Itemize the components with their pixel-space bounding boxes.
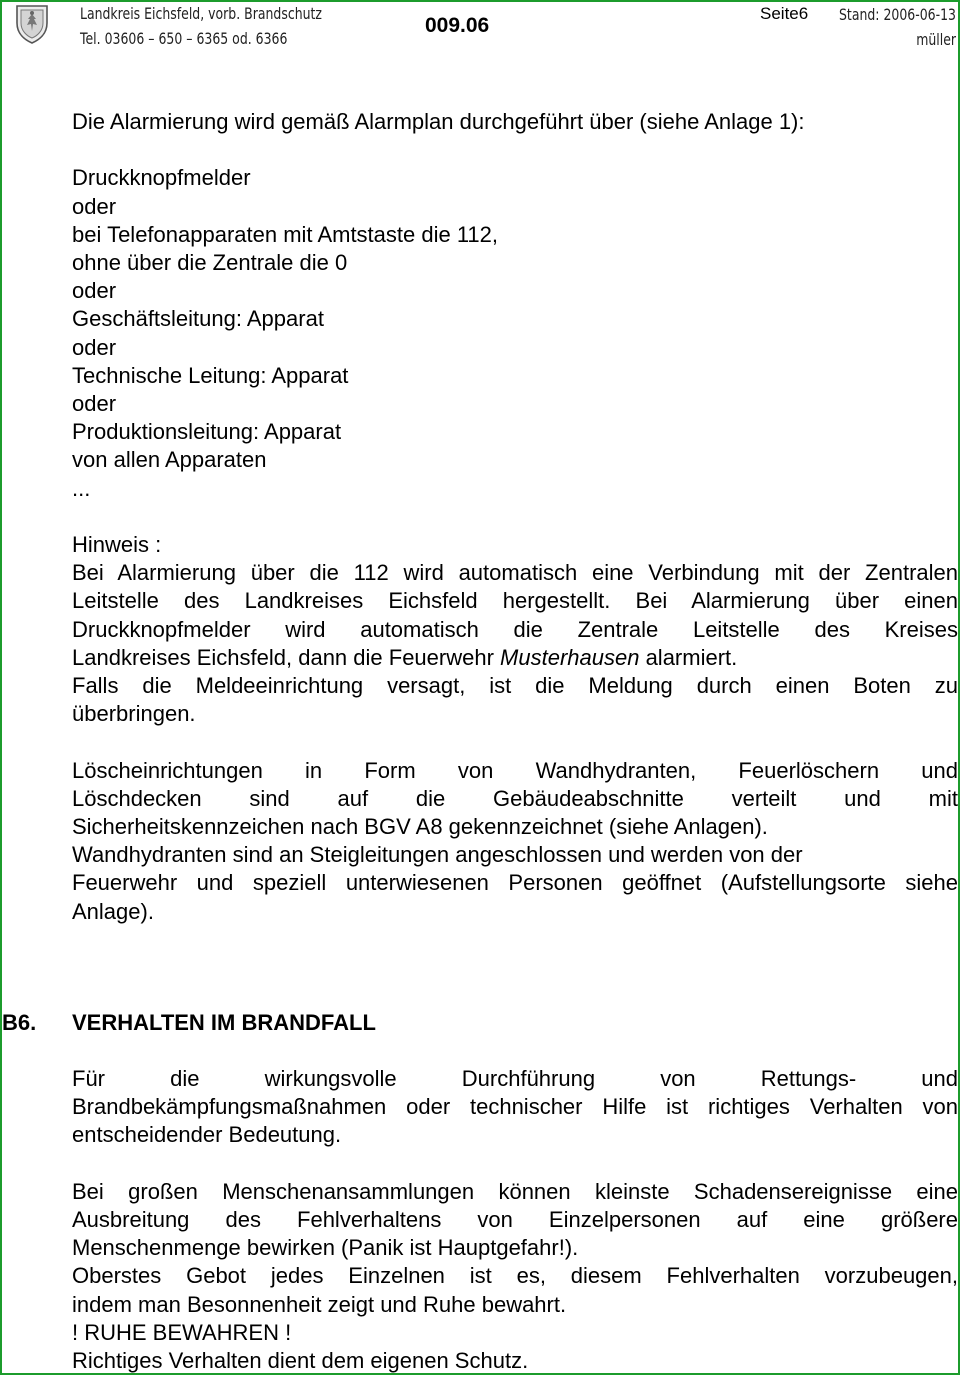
hinweis-line: Bei Alarmierung über die 112 wird automatisch eine Verbindung mit der Zentralen bbox=[72, 560, 958, 586]
alarm-option: bei Telefonapparaten mit Amtstaste die 112, bbox=[72, 221, 499, 247]
closing-line: Richtiges Verhalten dient dem eigenen Schutz. bbox=[72, 1348, 529, 1374]
header-author: müller bbox=[916, 30, 956, 49]
alarm-option: oder bbox=[72, 193, 117, 219]
alarm-intro: Die Alarmierung wird gemäß Alarmplan durchgeführt über (siehe Anlage 1): bbox=[72, 109, 805, 134]
coat-of-arms-icon bbox=[14, 3, 50, 45]
paragraph-line: Menschenmenge bewirken (Panik ist Hauptgefahr!). bbox=[72, 1235, 579, 1261]
hinweis-line: Druckknopfmelder wird automatisch die Zentrale Leitstelle des Kreises bbox=[72, 616, 958, 642]
paragraph-line: Brandbekämpfungsmaßnahmen oder technischer Hilfe ist richtiges Verhalten von bbox=[72, 1094, 958, 1120]
alarm-option: von allen Apparaten bbox=[72, 447, 267, 473]
hydrant-line: Anlage). bbox=[72, 898, 154, 924]
hydrant-line: Wandhydranten sind an Steigleitungen angeschlossen und werden von der bbox=[72, 842, 803, 868]
extinguisher-line: Löschdecken sind auf die Gebäudeabschnitte verteilt und mit bbox=[72, 785, 958, 811]
extinguisher-line: Sicherheitskennzeichen nach BGV A8 gekennzeichnet (siehe Anlagen). bbox=[72, 814, 768, 840]
alarm-option: Geschäftsleitung: Apparat bbox=[72, 306, 324, 332]
alarm-option: oder bbox=[72, 278, 117, 304]
failure-note: Falls die Meldeeinrichtung versagt, ist die Meldung durch einen Boten zu bbox=[72, 673, 958, 699]
alarm-option: oder bbox=[72, 334, 117, 360]
paragraph-line: indem man Besonnenheit zeigt und Ruhe bewahrt. bbox=[72, 1291, 567, 1317]
hinweis-line: Leitstelle des Landkreises Eichsfeld hergestellt. Bei Alarmierung über einen bbox=[72, 588, 958, 614]
hydrant-line: Feuerwehr und speziell unterwiesenen Personen geöffnet (Aufstellungsorte siehe bbox=[72, 870, 958, 896]
alarm-option: ohne über die Zentrale die 0 bbox=[72, 250, 348, 275]
extinguisher-line: Löscheinrichtungen in Form von Wandhydranten, Feuerlöschern und bbox=[72, 757, 958, 783]
fire-brigade-name: Musterhausen bbox=[500, 644, 640, 670]
hinweis-line: Landkreises Eichsfeld, dann die Feuerwehr Musterhausen alarmiert. bbox=[72, 644, 738, 670]
paragraph-line: Für die wirkungsvolle Durchführung von Rettungs- und bbox=[72, 1066, 958, 1091]
section-title: VERHALTEN IM BRANDFALL bbox=[72, 1010, 376, 1035]
header-org-name: Landkreis Eichsfeld, vorb. Brandschutz bbox=[80, 4, 322, 23]
alarm-option: Produktionsleitung: Apparat bbox=[72, 419, 342, 445]
alarm-option: Druckknopfmelder bbox=[72, 165, 251, 191]
alarm-option: oder bbox=[72, 391, 117, 417]
header-phone: Tel. 03606 – 650 – 6365 od. 6366 bbox=[80, 29, 288, 48]
alarm-option: ... bbox=[72, 475, 91, 501]
alarm-section bbox=[72, 108, 958, 926]
paragraph-line: Oberstes Gebot jedes Einzelnen ist es, diesem Fehlverhalten vorzubeugen, bbox=[72, 1263, 958, 1289]
paragraph-line: Ausbreitung des Fehlverhaltens von Einzelpersonen auf eine größere bbox=[72, 1207, 958, 1232]
document-number: 009.06 bbox=[425, 14, 490, 37]
fire-behaviour-section bbox=[72, 1065, 958, 1375]
header-stand-date: Stand: 2006-06-13 bbox=[839, 5, 956, 24]
stay-calm-callout: ! RUHE BEWAHREN ! bbox=[72, 1319, 292, 1345]
hinweis-label: Hinweis : bbox=[72, 532, 162, 558]
alarm-option: Technische Leitung: Apparat bbox=[72, 362, 349, 388]
paragraph-line: Bei großen Menschenansammlungen können kleinste Schadensereignisse eine bbox=[72, 1178, 958, 1204]
page-number: Seite6 bbox=[760, 4, 809, 23]
paragraph-line: entscheidender Bedeutung. bbox=[72, 1122, 342, 1148]
section-number: B6. bbox=[2, 1010, 37, 1035]
failure-note: überbringen. bbox=[72, 701, 196, 727]
